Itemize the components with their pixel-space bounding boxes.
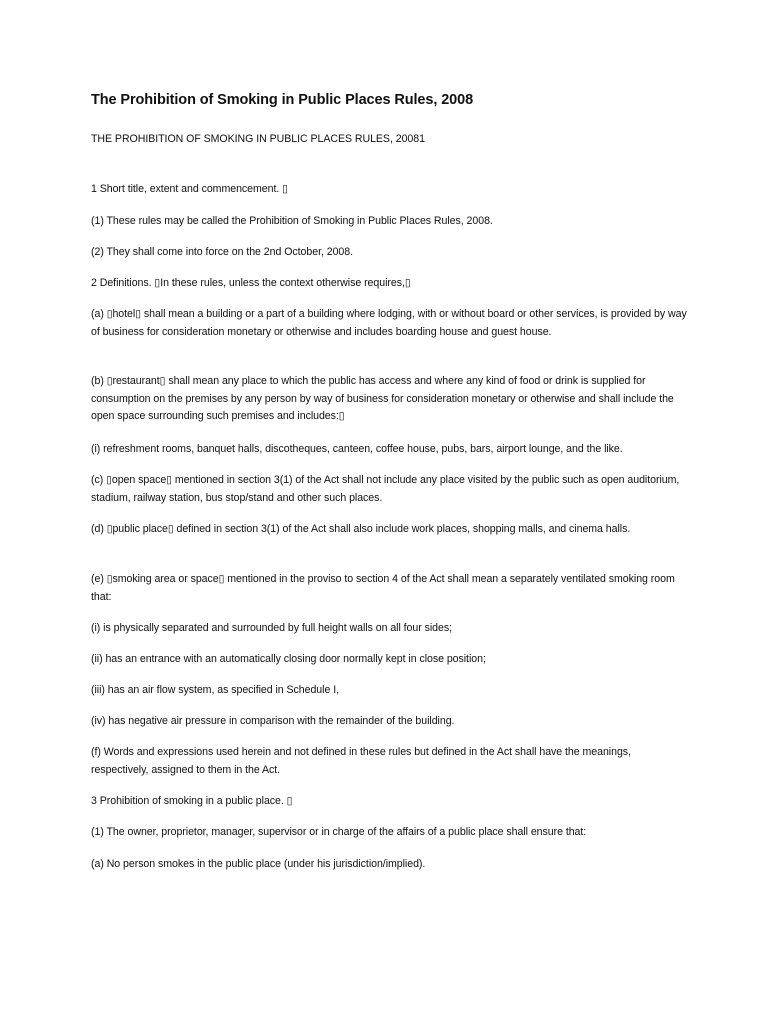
definition-e-ii: (ii) has an entrance with an automatically closing door normally kept in close position; (91, 653, 486, 665)
paragraph-1-2: (2) They shall come into force on the 2nd October, 2008. (91, 246, 354, 258)
section-2-heading: 2 Definitions. ▯In these rules, unless the context otherwise requires,▯ (91, 277, 411, 289)
paragraph-1-1: (1) These rules may be called the Prohibition of Smoking in Public Places Rules, 2008. (91, 215, 493, 227)
definition-d-public-place: (d) ▯public place▯ defined in section 3(1) of the Act shall also include work places, shopping malls, and cinema halls. (91, 523, 631, 535)
definition-c-open-space: (c) ▯open space▯ mentioned in section 3(1) of the Act shall not include any place visited by the public such as open auditorium, stadium, railway station, bus stop/stand and other such places. (91, 474, 680, 504)
definition-e-iv: (iv) has negative air pressure in comparison with the remainder of the building. (91, 715, 455, 727)
definition-b-restaurant: (b) ▯restaurant▯ shall mean any place to which the public has access and where any kind of food or drink is supplied for consumption on the premises by any person by way of business for consideration monetary or otherwise and shall include the open space surrounding such premises and includes:▯ (91, 375, 674, 422)
definition-f: (f) Words and expressions used herein and not defined in these rules but defined in the Act shall have the meanings, respectively, assigned to them in the Act. (91, 746, 631, 776)
definition-e-smoking-area: (e) ▯smoking area or space▯ mentioned in the proviso to section 4 of the Act shall mean a separately ventilated smoking room that: (91, 573, 675, 603)
subtitle-heading: THE PROHIBITION OF SMOKING IN PUBLIC PLACES RULES, 20081 (91, 133, 425, 145)
section-1-heading: 1 Short title, extent and commencement. ▯ (91, 183, 288, 195)
definition-b-i: (i) refreshment rooms, banquet halls, discotheques, canteen, coffee house, pubs, bars, airport lounge, and the like. (91, 443, 623, 455)
paragraph-3-1-a: (a) No person smokes in the public place (under his jurisdiction/implied). (91, 858, 426, 870)
section-3-heading: 3 Prohibition of smoking in a public place. ▯ (91, 795, 293, 807)
document-title: The Prohibition of Smoking in Public Places Rules, 2008 (91, 92, 474, 108)
paragraph-3-1: (1) The owner, proprietor, manager, supervisor or in charge of the affairs of a public place shall ensure that: (91, 826, 587, 838)
definition-e-i: (i) is physically separated and surrounded by full height walls on all four sides; (91, 622, 452, 634)
definition-e-iii: (iii) has an air flow system, as specified in Schedule I, (91, 684, 339, 696)
definition-a-hotel: (a) ▯hotel▯ shall mean a building or a part of a building where lodging, with or without board or other services, is provided by way of business for consideration monetary or otherwise and includes boarding house and guest house. (91, 308, 687, 338)
